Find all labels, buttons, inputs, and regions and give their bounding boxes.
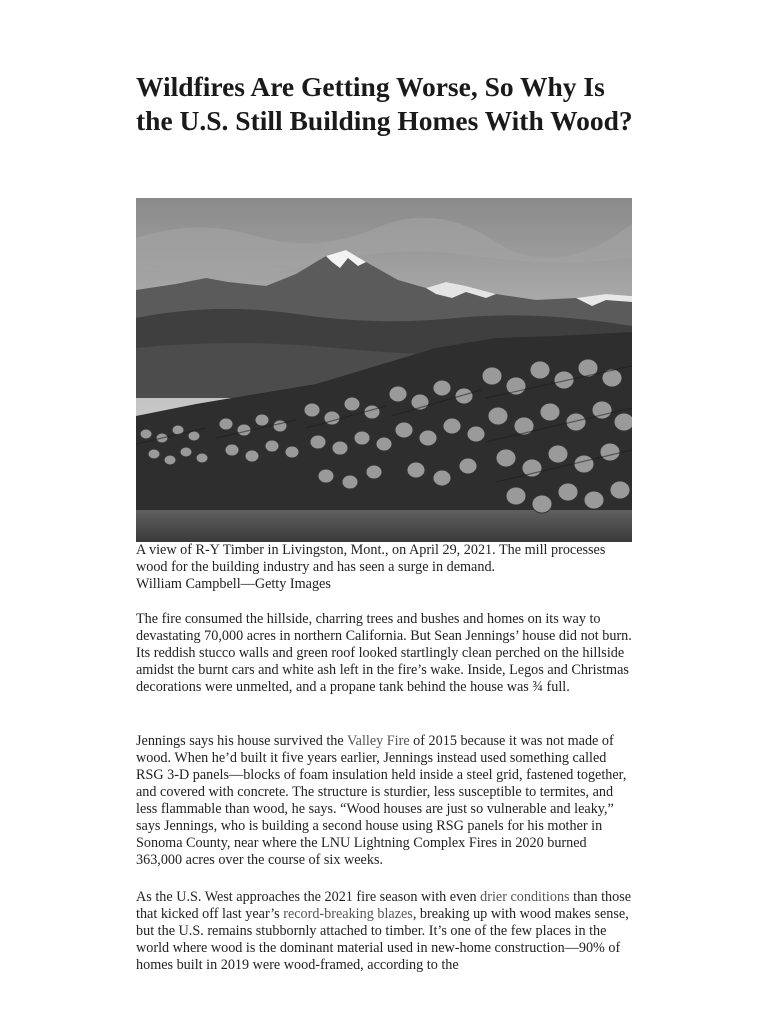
article-photo [136, 198, 632, 542]
photo-credit: William Campbell—Getty Images [136, 576, 331, 592]
paragraph-1: The fire consumed the hillside, charring trees and bushes and homes on its way to devastating 70,000 acres in northern California. But Sean Jennings’ house did not burn. Its reddish stucco walls and green roof looked startlingly clean perched on the hillside amidst the burnt cars and white ash left in the fire’s wake. Inside, Legos and Christmas decorations were unmelted, and a propane tank behind the house was ¾ full. [136, 611, 632, 695]
paragraph-2-text-a: Jennings says his house survived the [136, 733, 347, 749]
paragraph-3-text-a: As the U.S. West approaches the 2021 fire season with even [136, 889, 481, 905]
timber-yard-illustration [136, 198, 632, 542]
article-title: Wildfires Are Getting Worse, So Why Is the U.S. Still Building Homes With Wood? [136, 71, 633, 136]
paragraph-2-text-b: of 2015 because it was not made of wood. When he’d built it five years earlier, Jennings instead used something called RSG 3-D panels—blocks of foam insulation held inside a steel grid, fastened together, and covered with concrete. The structure is sturdier, less susceptible to termites, and less flammable than wood, he says. “Wood houses are just so vulnerable and leaky,” says Jennings, who is building a second house using RSG panels for his mother in Sonoma County, near where the LNU Lightning Complex Fires in 2020 burned 363,000 acres over the course of six weeks. [136, 733, 627, 868]
paragraph-3-text-b: than those that kicked off last year’s [136, 889, 632, 922]
record-breaking-blazes-link[interactable]: record-breaking blazes [283, 906, 413, 922]
valley-fire-link[interactable]: Valley Fire [346, 733, 410, 749]
paragraph-2 [136, 733, 636, 869]
photo-caption [136, 542, 636, 593]
drier-conditions-link[interactable]: drier conditions [480, 889, 570, 905]
paragraph-3-text-c: , breaking up with wood makes sense, but the U.S. remains stubbornly attached to timber. It’s one of the few places in the world where wood is the dominant material used in new-home construction—90% of homes built in 2019 were wood-framed, according to the [136, 906, 629, 973]
paragraph-3 [136, 889, 636, 974]
caption-text: A view of R-Y Timber in Livingston, Mont., on April 29, 2021. The mill processes wood for the building industry and has seen a surge in demand. [136, 542, 606, 575]
